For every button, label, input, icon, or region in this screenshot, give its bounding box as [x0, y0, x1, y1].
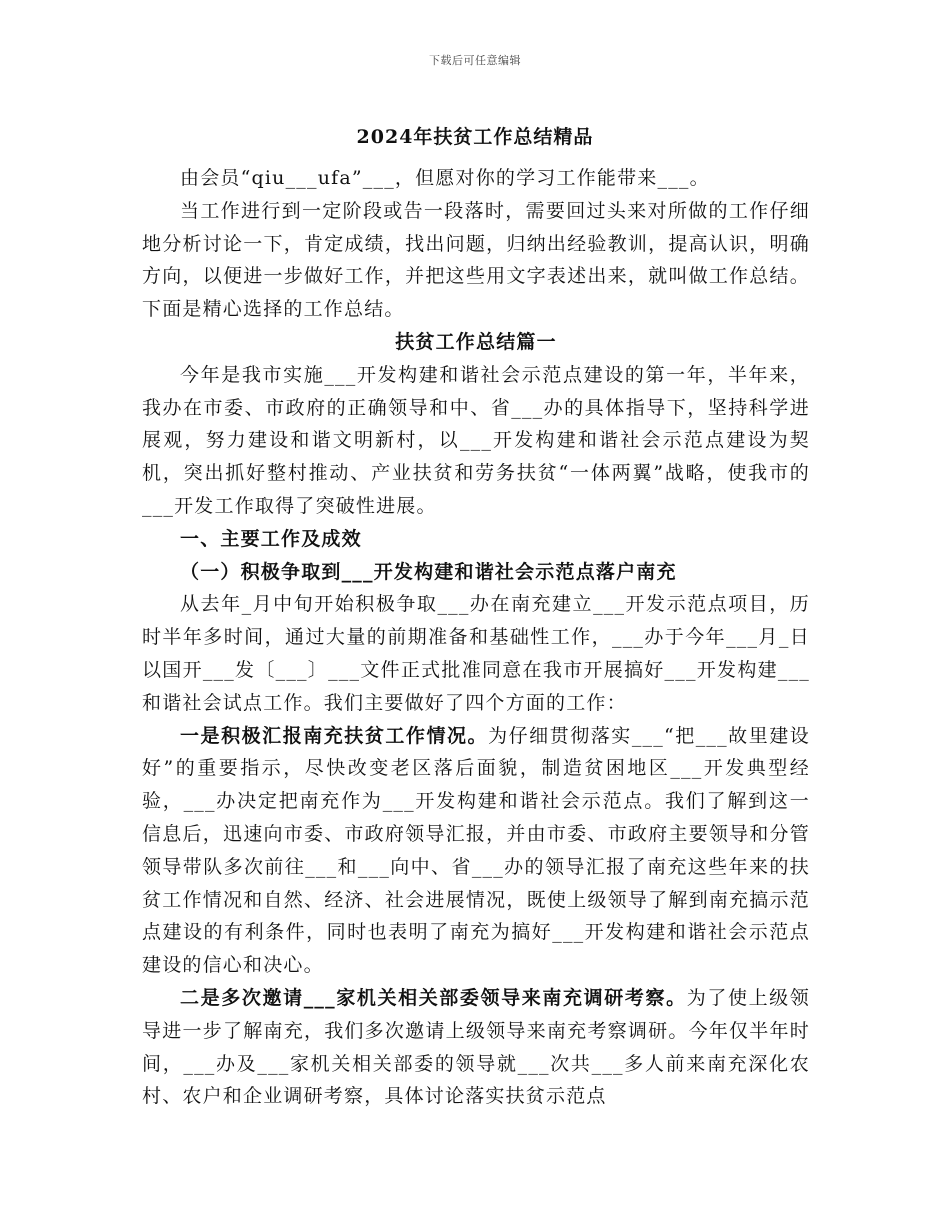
document-title: 2024年扶贫工作总结精品 [356, 126, 594, 148]
paragraph-definition: 当工作进行到一定阶段或告一段落时，需要回过头来对所做的工作仔细地分析讨论一下，肯定成绩，找出问题，归纳出经验教训，提高认识，明确方向，以便进一步做好工作，并把这些用文字表述出来，就叫做工作总结。下面是精心选择的工作总结。 [142, 199, 810, 321]
section-title: 扶贫工作总结篇一 [395, 330, 557, 353]
paragraph-point-1 [142, 720, 810, 982]
page-header: 下载后可任意编辑 [429, 54, 521, 67]
heading-subsection-1: （一）积极争取到___开发构建和谐社会示范点落户南充 [180, 560, 677, 583]
point-2-lead: 二是多次邀请___家机关相关部委领导来南充调研考察。 [180, 986, 687, 1009]
point-2-text: 为了使上级领导进一步了解南充，我们多次邀请上级领导来南充考察调研。今年仅半年时间，___办及___家机关相关部委的领导就___次共___多人前来南充深化农村、农户和企业调研考察，具体讨论落实扶贫示范点 [142, 986, 811, 1108]
paragraph-point-2 [142, 982, 810, 1113]
heading-main-work: 一、主要工作及成效 [180, 527, 362, 550]
paragraph-intro: 由会员“qiu___ufa”___，但愿对你的学习工作能带来___。 [180, 167, 710, 189]
paragraph-overview: 今年是我市实施___开发构建和谐社会示范点建设的第一年，半年来，我办在市委、市政府的正确领导和中、省___办的具体指导下，坚持科学进展观，努力建设和谐文明新村，以___开发构建和谐社会示范点建设为契机，突出抓好整村推动、产业扶贫和劳务扶贫“一体两翼”战略，使我市的___开发工作取得了突破性进展。 [142, 363, 810, 517]
point-1-text: 为仔细贯彻落实___“把___故里建设好”的重要指示，尽快改变老区落后面貌，制造贫困地区___开发典型经验，___办决定把南充作为___开发构建和谐社会示范点。我们了解到这一信息后，迅速向市委、市政府领导汇报，并由市委、市政府主要领导和分管领导带队多次前往___和___向中、省___办的领导汇报了南充这些年来的扶贫工作情况和自然、经济、社会进展情况，既使上级领导了解到南充搞示范点建设的有利条件，同时也表明了南充为搞好___开发构建和谐社会示范点建设的信心和决心。 [142, 724, 810, 977]
point-1-lead: 一是积极汇报南充扶贫工作情况。 [180, 724, 489, 747]
paragraph-subsection-1: 从去年_月中旬开始积极争取___办在南充建立___开发示范点项目，历时半年多时间，通过大量的前期准备和基础性工作，___办于今年___月_日以国开___发〔___〕___文件正式批准同意在我市开展搞好___开发构建___和谐社会试点工作。我们主要做好了四个方面的工作： [142, 593, 810, 714]
document-body [142, 162, 810, 1113]
